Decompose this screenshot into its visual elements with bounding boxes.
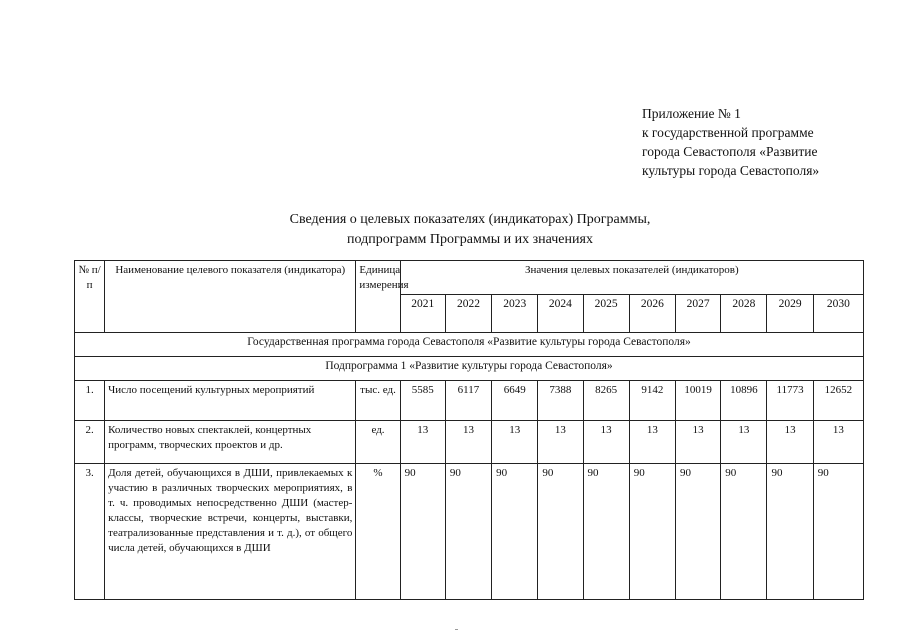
row-value-cell: 8265 — [583, 381, 629, 421]
row-value-cell: 6117 — [445, 381, 491, 421]
row-num-cell: 3. — [75, 464, 105, 600]
row-value-cell: 13 — [767, 421, 813, 464]
row-value-cell: 5585 — [400, 381, 445, 421]
appendix-line: к государственной программе — [642, 125, 814, 140]
header-values-cell: Значения целевых показателей (индикаторов) — [400, 261, 863, 295]
row-value-cell: 90 — [583, 464, 629, 600]
document-title-line-2: подпрограмм Программы и их значениях — [347, 232, 593, 247]
row-value-cell: 13 — [538, 421, 583, 464]
document-title-line-1: Сведения о целевых показателях (индикаторах) Программы, — [289, 212, 651, 227]
row-num-cell: 2. — [75, 421, 105, 464]
row-unit-cell: ед. — [356, 421, 400, 464]
program-title-cell: Государственная программа города Севастополя «Развитие культуры города Севастополя» — [75, 333, 864, 357]
document-title — [150, 210, 790, 250]
row-value-cell: 11773 — [767, 381, 813, 421]
header-unit-cell: Единица измерения — [356, 261, 400, 333]
row-unit-cell: тыс. ед. — [356, 381, 400, 421]
row-value-cell: 13 — [492, 421, 538, 464]
appendix-line: Приложение № 1 — [642, 106, 741, 121]
row-value-cell: 13 — [813, 421, 863, 464]
row-value-cell: 90 — [676, 464, 721, 600]
year-cell: 2021 — [400, 295, 445, 333]
header-num-cell: № п/п — [75, 261, 105, 333]
indicators-table — [74, 260, 864, 600]
row-value-cell: 13 — [445, 421, 491, 464]
year-cell: 2029 — [767, 295, 813, 333]
row-value-cell: 12652 — [813, 381, 863, 421]
row-value-cell: 13 — [676, 421, 721, 464]
row-value-cell: 10896 — [721, 381, 767, 421]
row-name-cell: Число посещений культурных мероприятий — [105, 381, 356, 421]
row-unit-cell: % — [356, 464, 400, 600]
appendix-block — [642, 104, 819, 180]
table-row — [75, 464, 864, 600]
row-value-cell: 13 — [400, 421, 445, 464]
row-value-cell: 13 — [629, 421, 675, 464]
year-cell: 2024 — [538, 295, 583, 333]
row-value-cell: 90 — [813, 464, 863, 600]
row-value-cell: 7388 — [538, 381, 583, 421]
row-name-cell: Количество новых спектаклей, концертных программ, творческих проектов и др. — [105, 421, 356, 464]
subprogram-row — [75, 357, 864, 381]
subprogram-title-cell: Подпрограмма 1 «Развитие культуры города Севастополя» — [75, 357, 864, 381]
year-cell: 2025 — [583, 295, 629, 333]
row-value-cell: 90 — [492, 464, 538, 600]
row-value-cell: 13 — [721, 421, 767, 464]
row-value-cell: 90 — [629, 464, 675, 600]
year-cell: 2027 — [676, 295, 721, 333]
header-row — [75, 261, 864, 295]
year-cell: 2028 — [721, 295, 767, 333]
row-name-cell: Доля детей, обучающихся в ДШИ, привлекаемых к участию в различных творческих мероприятиях, в т. ч. проводимых непосредственно ДШИ (мастер-классы, творческие встречи, концерты, выставки, театрализованные представления и т. д.), от общего числа детей, обучающихся в ДШИ — [105, 464, 356, 600]
year-cell: 2023 — [492, 295, 538, 333]
row-value-cell: 90 — [538, 464, 583, 600]
row-value-cell: 90 — [445, 464, 491, 600]
year-cell: 2026 — [629, 295, 675, 333]
appendix-line: культуры города Севастополя» — [642, 163, 820, 178]
year-cell: 2022 — [445, 295, 491, 333]
table-row — [75, 421, 864, 464]
row-value-cell: 9142 — [629, 381, 675, 421]
row-value-cell: 90 — [721, 464, 767, 600]
scan-speck — [455, 629, 458, 630]
row-value-cell: 13 — [583, 421, 629, 464]
row-value-cell: 90 — [767, 464, 813, 600]
table-row — [75, 381, 864, 421]
row-value-cell: 10019 — [676, 381, 721, 421]
year-cell: 2030 — [813, 295, 863, 333]
program-row — [75, 333, 864, 357]
row-value-cell: 6649 — [492, 381, 538, 421]
row-num-cell: 1. — [75, 381, 105, 421]
row-value-cell: 90 — [400, 464, 445, 600]
header-name-cell: Наименование целевого показателя (индикатора) — [105, 261, 356, 333]
appendix-line: города Севастополя «Развитие — [642, 144, 818, 159]
